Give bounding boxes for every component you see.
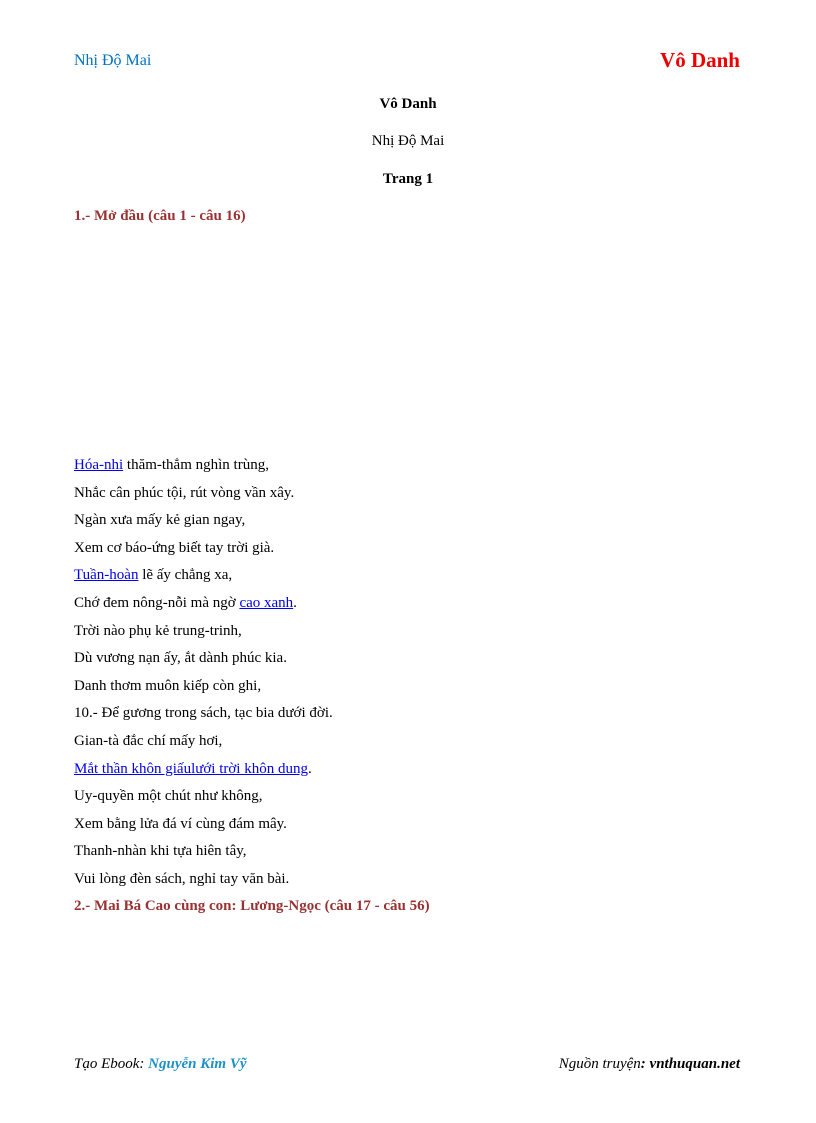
document-title: Vô Danh <box>379 96 437 112</box>
header-author: Vô Danh <box>660 48 740 72</box>
verse-text: Chớ đem nông-nỗi mà ngờ <box>74 594 240 611</box>
verse-link-tuan-hoan[interactable]: Tuần-hoàn <box>74 567 139 584</box>
verse-line: Vui lòng đèn sách, nghỉ tay văn bài. <box>74 870 290 887</box>
page-label: Trang 1 <box>382 171 434 187</box>
verse-line <box>74 456 333 484</box>
verse-line: Trời nào phụ kẻ trung-trinh, <box>74 622 242 639</box>
verse-line: Xem cơ báo-ứng biết tay trời già. <box>74 539 275 556</box>
verse-line: Ngàn xưa mấy kẻ gian ngay, <box>74 512 246 529</box>
section-heading-2: 2.- Mai Bá Cao cùng con: Lương-Ngọc (câu 17 - câu 56) <box>74 898 430 914</box>
footer-source-site: vnthuquan.net <box>649 1056 740 1072</box>
verse-list <box>74 456 333 898</box>
footer-ebook-credit <box>74 1056 247 1073</box>
footer-separator: : <box>640 1056 650 1072</box>
verse-line: Xem bằng lửa đá ví cùng đám mây. <box>74 815 287 832</box>
verse-link-cao-xanh[interactable]: cao xanh <box>239 594 294 611</box>
footer-separator: : <box>139 1056 149 1072</box>
verse-link-hoa-nhi[interactable]: Hóa-nhi <box>74 457 124 473</box>
verse-line: Gian-tà đắc chí mấy hơi, <box>74 732 223 749</box>
verse-line: Dù vương nạn ấy, ắt dành phúc kia. <box>74 650 287 667</box>
section-heading-1: 1.- Mở đầu (câu 1 - câu 16) <box>74 208 246 224</box>
verse-line <box>74 594 333 622</box>
verse-text: thăm-thẳm nghìn trùng, <box>123 457 269 473</box>
footer-ebook-label: Tạo Ebook <box>74 1056 140 1072</box>
footer-source-label: Nguồn truyện <box>558 1056 641 1072</box>
verse-line <box>74 566 333 594</box>
verse-line: 10.- Để gương trong sách, tạc bia dưới đời. <box>74 705 333 722</box>
verse-line: Nhắc cân phúc tội, rút vòng vần xây. <box>74 484 295 501</box>
verse-text: lẽ ấy chẳng xa, <box>138 567 233 584</box>
verse-line: Thanh-nhàn khi tựa hiên tây, <box>74 843 247 860</box>
verse-text: . <box>293 594 297 611</box>
verse-text: . <box>307 760 312 777</box>
document-author: Nhị Độ Mai <box>371 133 445 149</box>
verse-line: Danh thơm muôn kiếp còn ghi, <box>74 677 262 694</box>
header-book-title: Nhị Độ Mai <box>74 52 152 69</box>
verse-link-mat-than[interactable]: Mắt thần khôn giấulưới trời khôn dung <box>74 760 308 777</box>
verse-line <box>74 760 333 788</box>
verse-line: Uy-quyền một chút như không, <box>74 788 263 805</box>
footer-source-credit <box>559 1056 740 1073</box>
footer-ebook-author: Nguyễn Kim Vỹ <box>148 1056 247 1072</box>
